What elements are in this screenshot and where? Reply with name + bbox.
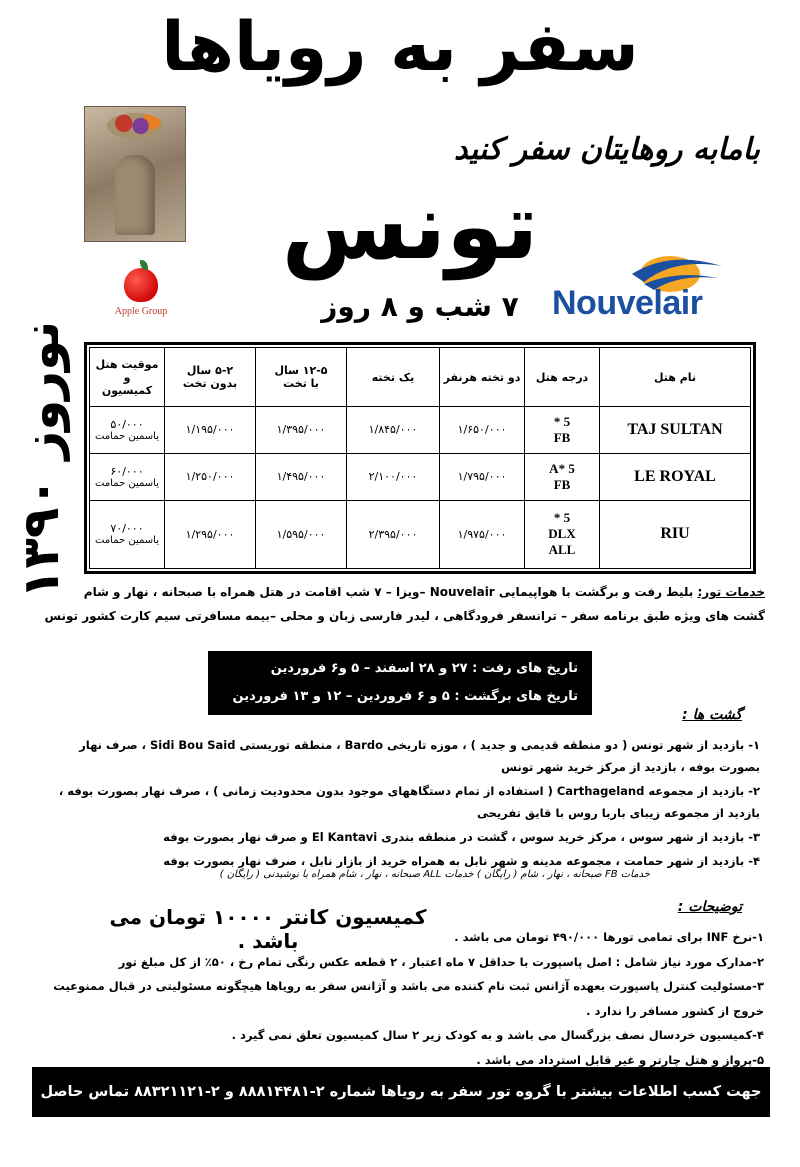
- hotel-name: LE ROYAL: [600, 453, 751, 500]
- commission-value: ۷۰/۰۰۰: [110, 522, 144, 536]
- price-single: ۲/۳۹۵/۰۰۰: [347, 500, 440, 568]
- price-double: ۱/۶۵۰/۰۰۰: [440, 407, 525, 454]
- hotel-grade: 5 * DLX ALL: [525, 500, 600, 568]
- list-item: ۱-نرخ INF برای تمامی تورها ۴۹۰/۰۰۰ تومان می باشد .: [454, 930, 764, 944]
- list-item: ۵-پرواز و هتل چارتر و غیر قابل استرداد می باشد .: [476, 1052, 764, 1067]
- list-item: ۲- بازدید از مجموعه Carthageland ( استفاده از تمام دستگاههای موجود بدون محدودیت زمانی ) ، صرف نهار بصورت بوفه ، بازدید از مجموعه زیبای باربا روس با قایق تفریحی: [58, 784, 760, 820]
- price-table: [89, 347, 751, 569]
- hotel-grade: 5 * FB: [525, 407, 600, 454]
- return-dates: تاریخ های برگشت : ۵ و ۶ فروردین – ۱۲ و ۱۳ فروردین: [232, 689, 578, 704]
- nouvelair-logo: [552, 248, 754, 328]
- commission-cell: [90, 453, 165, 500]
- list-item: ۴- بازدید از شهر حمامت ، مجموعه مدینه و شهر نابل به همراه خرید از بازار نابل ، صرف نهار بصورت بوفه: [163, 854, 760, 868]
- commission-cell: [90, 407, 165, 454]
- header-location-commission: موقیت هتل و کمیسیون: [90, 348, 165, 407]
- header-child-no-bed: ۵-۲ سال بدون تخت: [165, 348, 256, 407]
- hotel-name: RIU: [600, 500, 751, 568]
- meal-plan-note: خدمات FB صبحانه ، نهار ، شام ( رایگان ) خدمات ALL صبحانه ، نهار ، شام همراه با نوشیدنی ( رایگان ): [219, 869, 650, 880]
- page-title: سفر به رویاها: [161, 8, 639, 87]
- tours-heading: گشت ها :: [682, 707, 742, 723]
- hotel-name: TAJ SULTAN: [600, 407, 751, 454]
- trip-duration: ۷ شب و ۸ روز: [321, 290, 519, 323]
- depart-dates: تاریخ های رفت : ۲۷ و ۲۸ اسفند – ۵ و۶ فروردین: [270, 661, 578, 676]
- persepolis-relief-image: [84, 106, 186, 242]
- services-text-1: بلیط رفت و برگشت با هواپیمایی Nouvelair –ویزا – ۷ شب اقامت در هتل همراه با صبحانه ، نهار و شام: [83, 585, 698, 599]
- apple-icon: [124, 268, 158, 302]
- hotel-grade: 5 *A FB: [525, 453, 600, 500]
- price-single: ۱/۸۴۵/۰۰۰: [347, 407, 440, 454]
- list-item: ۴-کمیسیون خردسال نصف بزرگسال می باشد و به کودک زیر ۲ سال کمیسیون تعلق نمی گیرد .: [231, 1028, 764, 1042]
- price-child-no-bed: ۱/۱۹۵/۰۰۰: [165, 407, 256, 454]
- price-child-no-bed: ۱/۲۵۰/۰۰۰: [165, 453, 256, 500]
- relief-figure-shape: [115, 155, 155, 235]
- commission-cell: [90, 500, 165, 568]
- price-double: ۱/۹۷۵/۰۰۰: [440, 500, 525, 568]
- fruit-bowl-shape: [107, 113, 163, 139]
- nowruz-text: نوروز ۱۳۹۰: [12, 320, 70, 600]
- tour-services: [20, 580, 765, 628]
- counter-commission: کمیسیون کانتر ۱۰۰۰۰ تومان می باشد .: [109, 905, 427, 953]
- services-text-2: گشت های ویژه طبق برنامه سفر – ترانسفر فرودگاهی ، لیدر فارسی زبان و محلی –بیمه مسافرتی سیم کارت کشور تونس: [44, 609, 765, 623]
- header-hotel-grade: درجه هتل: [525, 348, 600, 407]
- price-child-with-bed: ۱/۴۹۵/۰۰۰: [256, 453, 347, 500]
- price-child-with-bed: ۱/۳۹۵/۰۰۰: [256, 407, 347, 454]
- table-row: [90, 453, 751, 500]
- hotel-location: یاسمین حمامت: [95, 535, 159, 547]
- list-item: ۲-مدارک مورد نیاز شامل : اصل پاسپورت با حداقل ۷ ماه اعتبار ، ۲ قطعه عکس رنگی تمام رخ ، ۵۰٪ از کل مبلغ تور: [118, 954, 764, 969]
- tours-list: [40, 734, 760, 874]
- notes-heading: توضیحات :: [677, 899, 742, 915]
- table-row: [90, 500, 751, 568]
- contact-footer: جهت کسب اطلاعات بیشتر با گروه تور سفر به رویاها شماره ۲-۸۸۸۱۴۴۸۱ و ۲-۸۸۳۲۱۱۲۱ تماس حاصل فرمائید: [32, 1067, 770, 1117]
- hotel-location: یاسمین حمامت: [95, 477, 159, 489]
- table-row: [90, 407, 751, 454]
- list-item: ۱- بازدید از شهر تونس ( دو منطقه قدیمی و جدید ) ، موزه تاریخی Bardo ، منطقه توریستی Sidi Bou Said ، صرف نهار بصورت بوفه ، بازدید از مرکز خرید شهر تونس: [79, 738, 760, 774]
- price-double: ۱/۷۹۵/۰۰۰: [440, 453, 525, 500]
- header-double: دو تخته هرنفر: [440, 348, 525, 407]
- apple-group-label: Apple Group: [114, 306, 168, 317]
- apple-group-logo: [110, 268, 172, 330]
- price-child-with-bed: ۱/۵۹۵/۰۰۰: [256, 500, 347, 568]
- commission-value: ۵۰/۰۰۰: [110, 417, 144, 431]
- list-item: ۳- بازدید از شهر سوس ، مرکز خرید سوس ، گشت در منطقه بندری El Kantavi و صرف نهار بصورت بوفه: [163, 830, 760, 844]
- destination-title: تونس: [281, 173, 539, 280]
- list-item: ۳-مسئولیت کنترل پاسپورت بعهده آژانس ثبت نام کننده می باشد و آژانس سفر به رویاها هیچگونه مسئولیتی در قبال ممنوعیت خروج از کشور مسافر را ندارد .: [53, 979, 764, 1018]
- hotel-location: یاسمین حمامت: [95, 430, 159, 442]
- price-child-no-bed: ۱/۲۹۵/۰۰۰: [165, 500, 256, 568]
- dates-box: [208, 651, 592, 715]
- header-single: یک تخته: [347, 348, 440, 407]
- table-header-row: [90, 348, 751, 407]
- services-line-1: [20, 580, 765, 604]
- header-child-with-bed: ۱۲-۵ سال با تخت: [256, 348, 347, 407]
- price-table-frame: [84, 342, 756, 574]
- price-single: ۲/۱۰۰/۰۰۰: [347, 453, 440, 500]
- slogan: بامابه روهایتان سفر کنید: [454, 132, 760, 167]
- services-label: خدمات تور:: [697, 585, 765, 599]
- nouvelair-label: Nouvelair: [552, 284, 703, 322]
- commission-value: ۶۰/۰۰۰: [110, 464, 144, 478]
- header-hotel-name: نام هتل: [600, 348, 751, 407]
- notes-list: [40, 923, 764, 1072]
